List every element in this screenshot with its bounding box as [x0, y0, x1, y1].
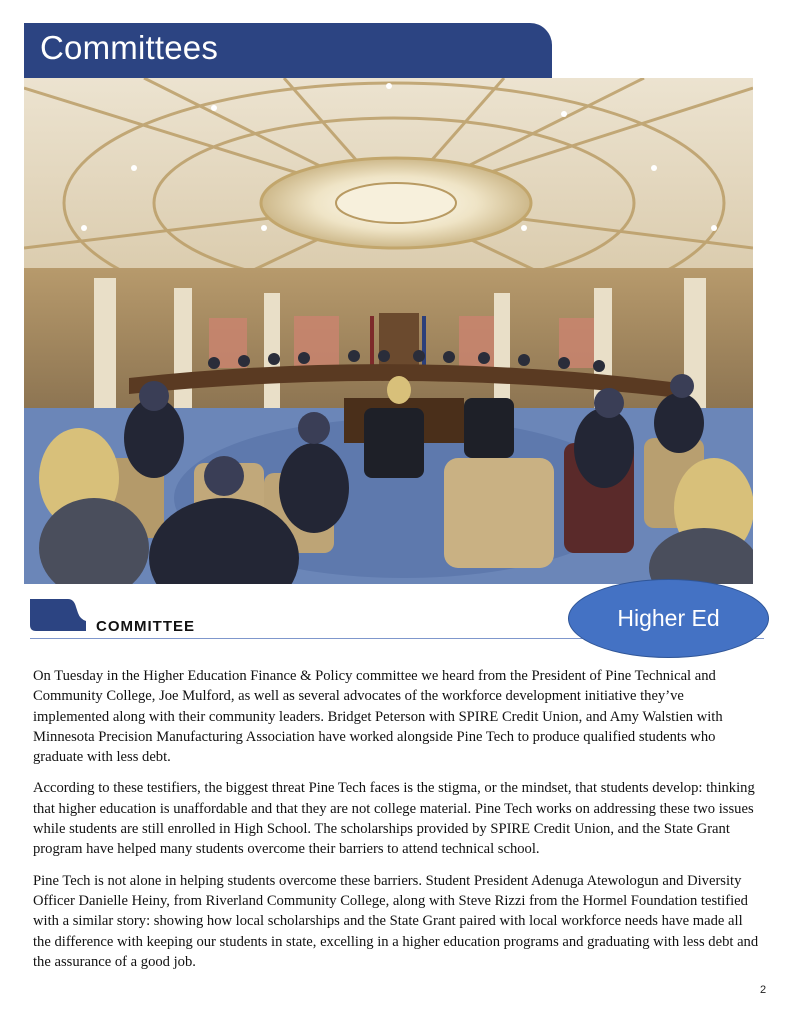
paragraph: On Tuesday in the Higher Education Finance & Policy committee we heard from the President of Pine Technical and Community College, Joe Mulford, as well as several advocates of the workforce development initiative they’ve implemented along with their community leaders. Bridget Peterson with SPIRE Credit Union, and Amy Walstien with Minnesota Precision Manufacturing Association have worked alongside Pine Tech to produce qualified students who graduate with less debt.	[33, 668, 723, 766]
section-tab-icon	[30, 599, 86, 631]
page-title: Committees	[40, 29, 219, 66]
paragraph: Pine Tech is not alone in helping students overcome these barriers. Student President Adenuga Atewologun and Diversity Officer Danielle Heiny, from Riverland Community College, along with Steve Rizzi from the Hormel Foundation testified with a similar story: showing how local scholarships and the State Grant paired with local workforce needs have made all the difference with keeping our students in state, excelling in a higher education programs and graduating with less debt and the assurance of a good job.	[33, 872, 759, 970]
section-label: COMMITTEE	[96, 618, 195, 635]
committee-hearing-room-photo	[24, 78, 753, 584]
header-banner	[24, 23, 552, 78]
paragraph: According to these testifiers, the biggest threat Pine Tech faces is the stigma, or the mindset, that students develop: thinking that higher education is unaffordable and that they are not college material. Pine Tech works on addressing these two issues while students are still enrolled in High School. The scholarships provided by SPIRE Credit Union, and the State Grant program have helped many students overcome their barriers to attend technical school.	[33, 780, 755, 858]
page-number: 2	[760, 984, 767, 996]
article-body	[33, 666, 759, 974]
committee-badge	[568, 579, 769, 658]
committee-badge-label: Higher Ed	[617, 605, 720, 631]
